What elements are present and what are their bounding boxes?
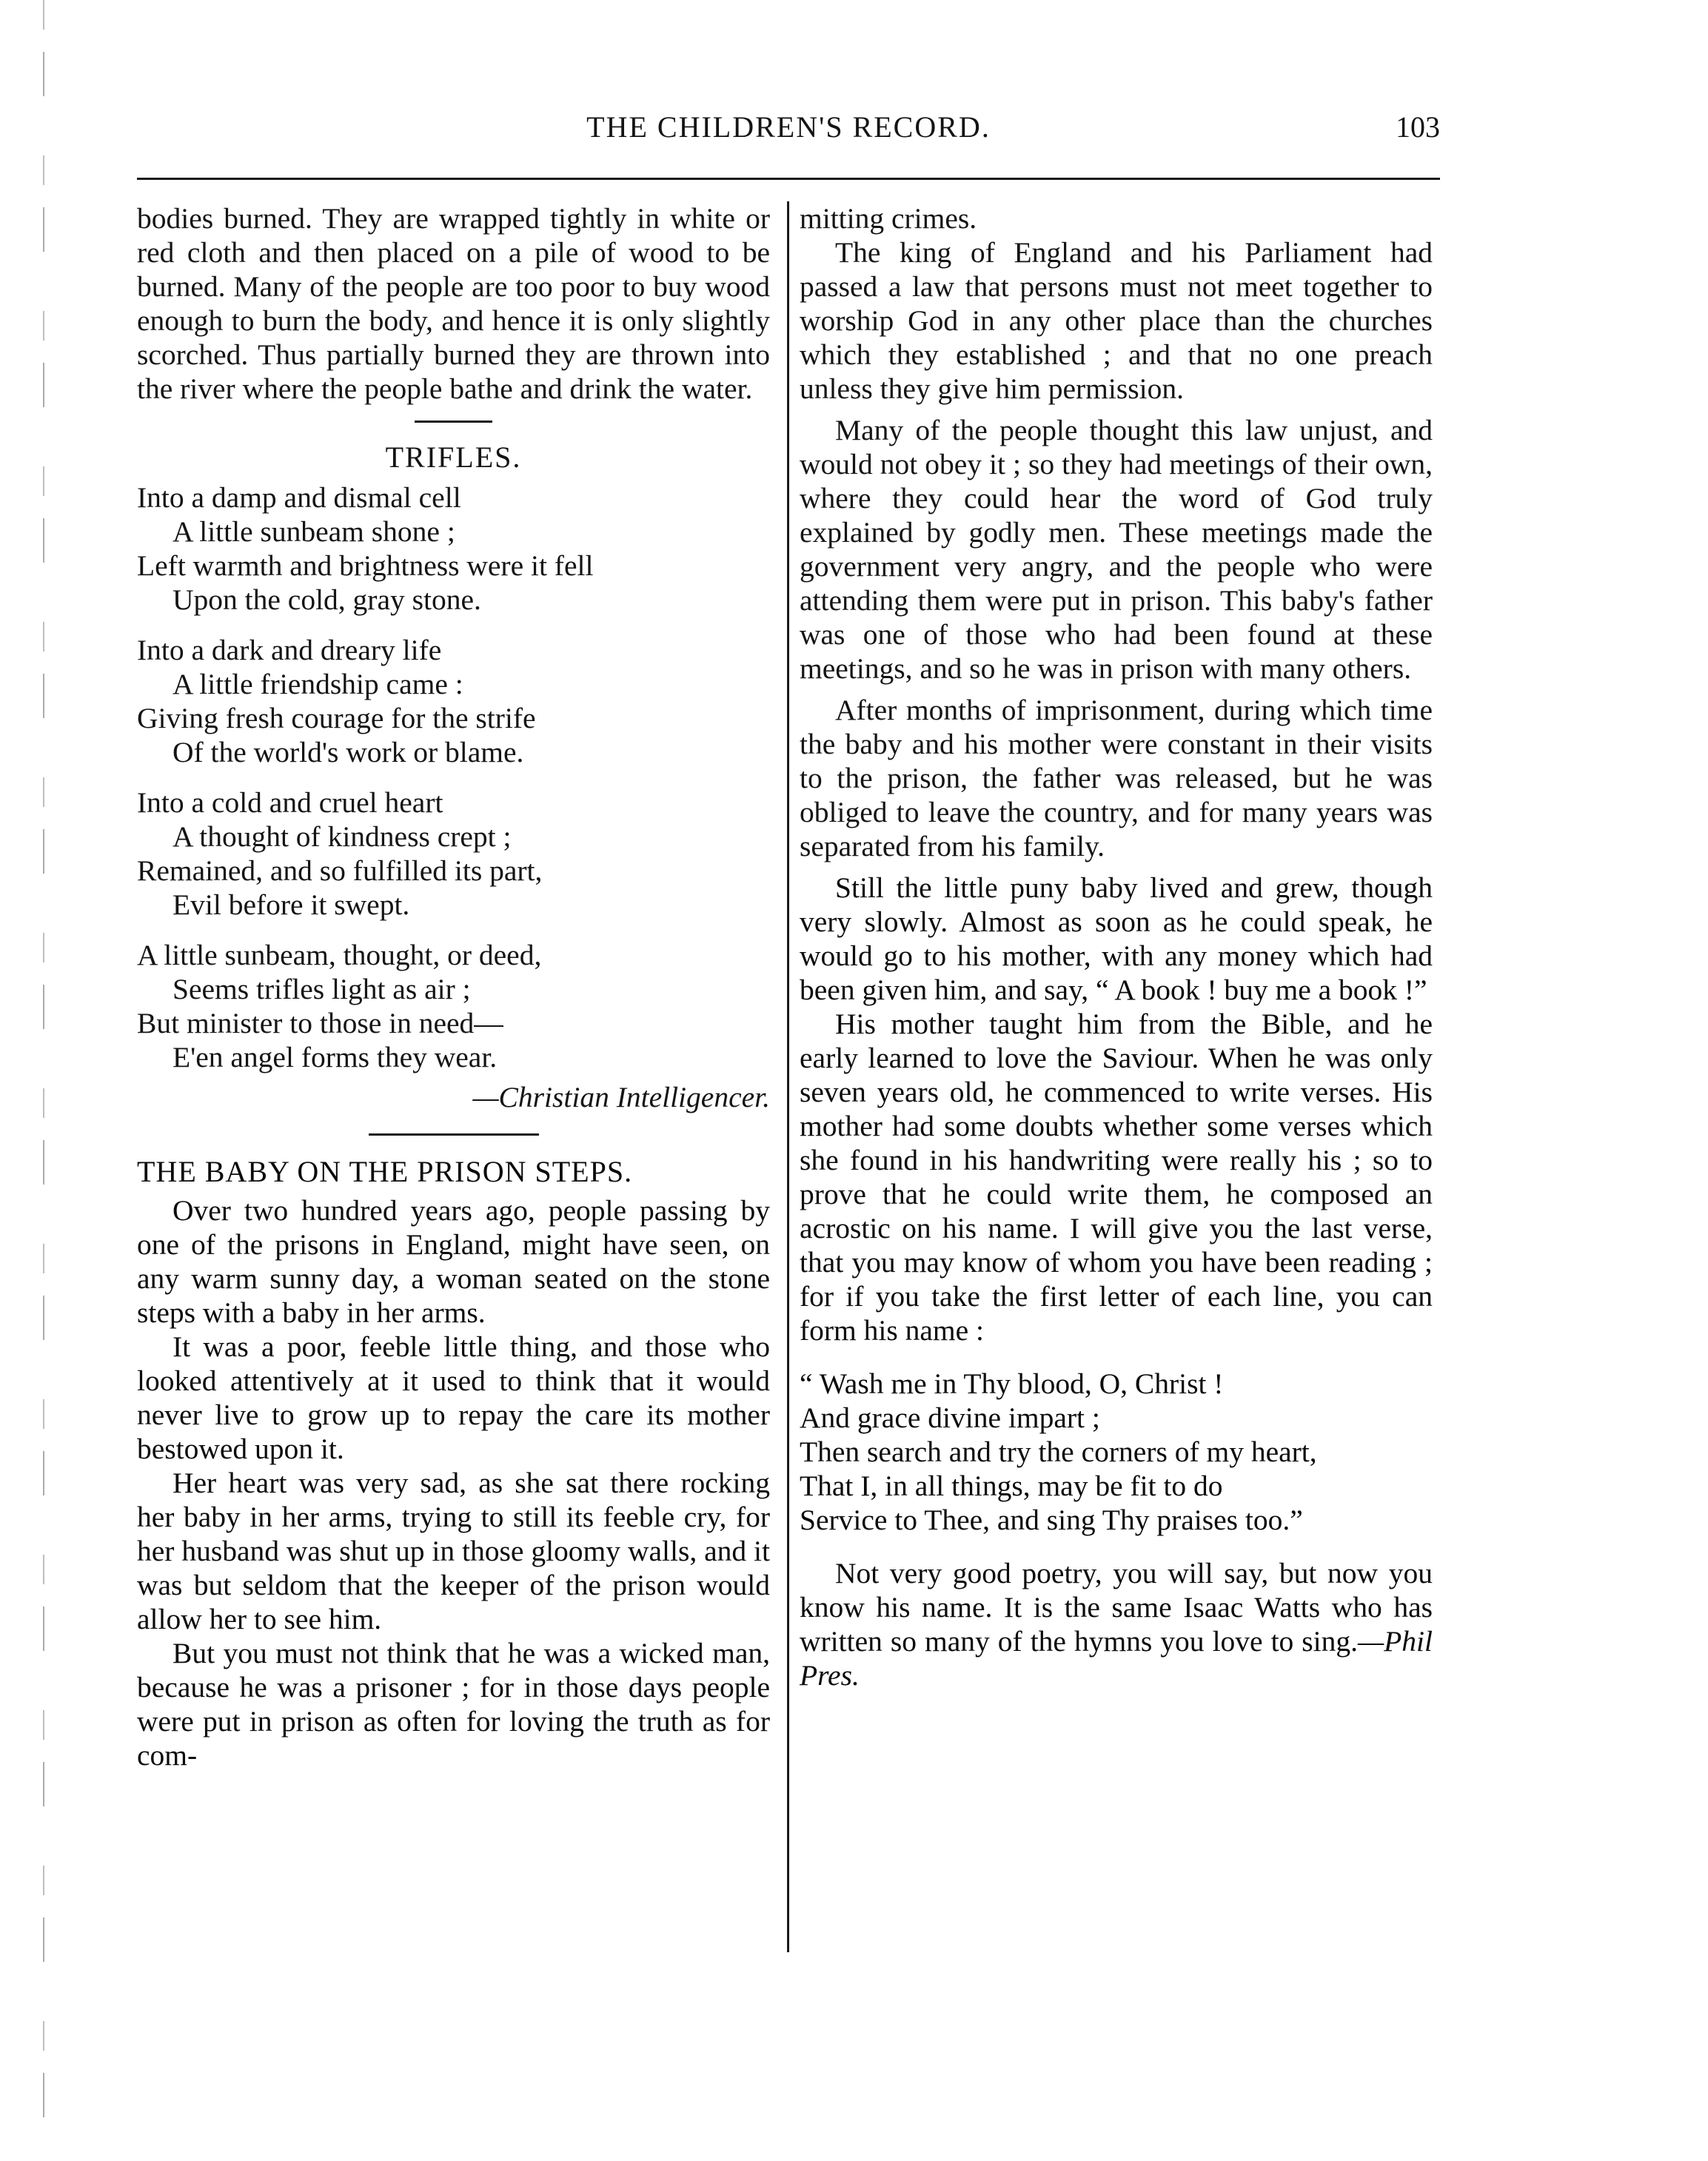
page-header	[137, 110, 1440, 161]
paragraph-closing	[800, 1556, 1433, 1692]
paragraph: Still the little puny baby lived and grew, though very slowly. Almost as soon as he could speak, he would go to his mother, with any money which had been given him, and say, “ A book ! buy me a book !”	[800, 871, 1433, 1006]
poem-stanza-3	[137, 785, 770, 922]
paragraph: Her heart was very sad, as she sat there rocking her baby in her arms, trying to still its feeble cry, for her husband was shut up in those gloomy walls, and it was but seldom that the keeper of the prison would allow her to see him.	[137, 1467, 770, 1635]
page-number: 103	[1396, 110, 1440, 144]
poem-title: TRIFLES.	[385, 440, 522, 474]
verse-line: That I, in all things, may be fit to do	[800, 1470, 1223, 1502]
right-column	[800, 201, 1433, 1692]
verse-line: Then search and try the corners of my heart,	[800, 1435, 1317, 1468]
section-rule	[369, 1133, 539, 1136]
paragraph: It was a poor, feeble little thing, and those who looked attentively at it used to think that it would never live to grow up to repay the care its mother bestowed upon it.	[137, 1330, 770, 1465]
verse-line: Seems trifles light as air ;	[173, 973, 471, 1005]
verse-line: Into a cold and cruel heart	[137, 786, 443, 819]
acrostic-verse	[800, 1367, 1433, 1537]
closing-source: —Phil Pres.	[800, 1625, 1433, 1692]
verse-line: Left warmth and brightness were it fell	[137, 549, 594, 582]
paragraph-bodies-burned: bodies burned. They are wrapped tightly in white or red cloth and then placed on a pile of wood to be burned. Many of the people are too poor to buy wood enough to burn the body, and hence it is only slightly scorched. Thus partially burned they are thrown into the river where the people bathe and drink the water.	[137, 202, 770, 405]
article-title: THE BABY ON THE PRISON STEPS.	[137, 1155, 633, 1188]
verse-line: But minister to those in need—	[137, 1007, 503, 1039]
header-rule	[137, 178, 1440, 180]
section-rule	[415, 421, 492, 423]
paragraph: Over two hundred years ago, people passing by one of the prisons in England, might have seen, on any warm sunny day, a woman seated on the stone steps with a baby in her arms.	[137, 1194, 770, 1329]
verse-line: A little sunbeam shone ;	[173, 515, 455, 548]
verse-line: A little friendship came :	[173, 668, 463, 700]
verse-line: And grace divine impart ;	[800, 1401, 1100, 1434]
verse-line: Giving fresh courage for the strife	[137, 702, 536, 734]
poem-stanza-4	[137, 938, 770, 1074]
closing-text: Not very good poetry, you will say, but now you know his name. It is the same Isaac Watts who has written so many of the hymns you love to sing.	[800, 1557, 1433, 1658]
poem-stanza-1	[137, 480, 770, 617]
verse-line: A thought of kindness crept ;	[173, 820, 512, 853]
verse-line: Into a damp and dismal cell	[137, 481, 461, 514]
paragraph: After months of imprisonment, during which time the baby and his mother were constant in their visits to the prison, the father was released, but he was obliged to leave the country, and for many years was separated from his family.	[800, 694, 1433, 862]
verse-line: Service to Thee, and sing Thy praises too.”	[800, 1504, 1303, 1536]
running-title: THE CHILDREN'S RECORD.	[586, 110, 991, 144]
verse-line: Evil before it swept.	[173, 888, 410, 921]
poem-stanza-2	[137, 633, 770, 769]
verse-line: E'en angel forms they wear.	[173, 1041, 498, 1073]
paragraph: The king of England and his Parliament had passed a law that persons must not meet together to worship God in any other place than the churches which they established ; and that no one preach unless they give him permission.	[800, 236, 1433, 405]
verse-line: Remained, and so fulfilled its part,	[137, 854, 543, 887]
scan-margin-line	[43, 0, 44, 2161]
paragraph: His mother taught him from the Bible, and he early learned to love the Saviour. When he was only seven years old, he commenced to write verses. His mother had some doubts whether some verses which she found in his handwriting were really his ; so to prove that he could write them, he composed an acrostic on his name. I will give you the last verse, that you may know of whom you have been reading ; for if you take the first letter of each line, you can form his name :	[800, 1008, 1433, 1347]
left-column	[137, 201, 770, 1772]
column-divider	[787, 201, 789, 1952]
verse-line: “ Wash me in Thy blood, O, Christ !	[800, 1367, 1224, 1400]
verse-line: Into a dark and dreary life	[137, 634, 442, 666]
paragraph: Many of the people thought this law unjust, and would not obey it ; so they had meetings of their own, where they could hear the word of God truly explained by godly men. These meetings made the government very angry, and the people who were attending them were put in prison. This baby's father was one of those who had been found at these meetings, and so he was in prison with many others.	[800, 414, 1433, 685]
poem-attribution: —Christian Intelligencer.	[472, 1081, 770, 1113]
paragraph: But you must not think that he was a wicked man, because he was a prisoner ; for in those days people were put in prison as often for loving the truth as for com-	[137, 1637, 770, 1772]
verse-line: A little sunbeam, thought, or deed,	[137, 939, 542, 971]
verse-line: Upon the cold, gray stone.	[173, 583, 481, 616]
verse-line: Of the world's work or blame.	[173, 736, 524, 768]
paragraph-continued: mitting crimes.	[800, 202, 977, 235]
